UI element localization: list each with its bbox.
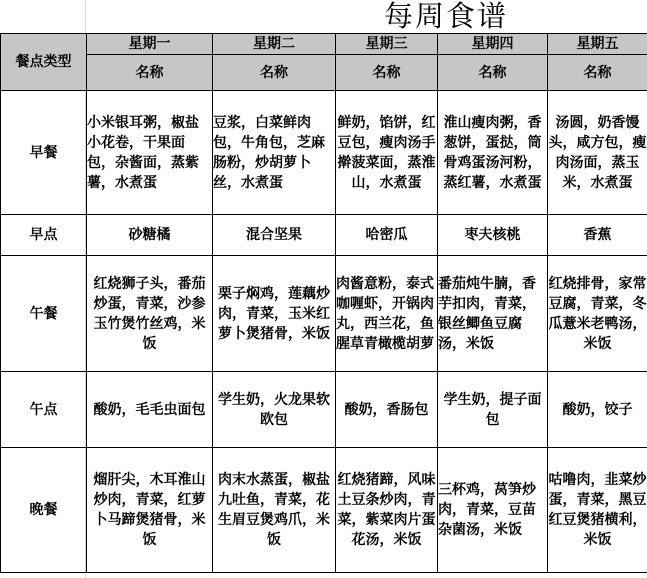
meal-row-dinner — [1, 448, 647, 573]
menu-cell: 淮山瘦肉粥，香葱饼，蛋挞，筒骨鸡蛋汤河粉，蒸红薯，水煮蛋 — [438, 91, 548, 215]
menu-cell: 豆浆，白菜鲜肉包，牛角包，芝麻肠粉，炒胡萝卜丝，水煮蛋 — [213, 91, 336, 215]
meal-type-label: 晚餐 — [1, 448, 87, 573]
day-header-tuesday: 星期二 — [213, 34, 336, 55]
meal-type-label: 早餐 — [1, 91, 87, 215]
name-header: 名称 — [336, 55, 438, 91]
menu-cell: 酸奶，毛毛虫面包 — [87, 372, 213, 448]
menu-cell: 枣夫核桃 — [438, 215, 548, 256]
menu-cell: 酸奶，饺子 — [548, 372, 647, 448]
page-title: 每周食谱 — [384, 0, 509, 33]
day-header-thursday: 星期四 — [438, 34, 548, 55]
day-header-friday: 星期五 — [548, 34, 647, 55]
menu-cell: 红烧狮子头，番茄炒蛋，青菜，沙参玉竹煲竹丝鸡，米饭 — [87, 256, 213, 372]
menu-cell: 汤圆，奶香馒头，咸方包，瘦肉汤面，蒸玉米，水煮蛋 — [548, 91, 647, 215]
menu-cell: 小米银耳粥，椒盐小花卷，干果面包，杂酱面，蒸紫薯，水煮蛋 — [87, 91, 213, 215]
name-header: 名称 — [548, 55, 647, 91]
day-header-wednesday: 星期三 — [336, 34, 438, 55]
meal-type-label: 早点 — [1, 215, 87, 256]
menu-cell: 红烧猪蹄，风味土豆条炒肉，青菜，紫菜肉片蛋花汤，米饭 — [336, 448, 438, 573]
meal-row-breakfast — [1, 91, 647, 215]
menu-cell: 学生奶，火龙果软欧包 — [213, 372, 336, 448]
menu-cell: 砂糖橘 — [87, 215, 213, 256]
menu-cell: 熘肝尖，木耳淮山炒肉，青菜，红萝卜马蹄煲猪骨，米饭 — [87, 448, 213, 573]
day-header-monday: 星期一 — [87, 34, 213, 55]
name-header: 名称 — [87, 55, 213, 91]
menu-cell: 酸奶，香肠包 — [336, 372, 438, 448]
header-row-days — [1, 34, 647, 55]
menu-cell: 香蕉 — [548, 215, 647, 256]
menu-cell: 栗子焖鸡，莲藕炒肉，青菜，玉米红萝卜煲猪骨，米饭 — [213, 256, 336, 372]
meal-type-label: 午餐 — [1, 256, 87, 372]
menu-cell: 三杯鸡，莴笋炒肉，青菜，豆苗杂菌汤，米饭 — [438, 448, 548, 573]
menu-cell: 红烧排骨，家常豆腐，青菜，冬瓜薏米老鸭汤，米饭 — [548, 256, 647, 372]
meal-row-lunch — [1, 256, 647, 372]
menu-cell: 咕噜肉，韭菜炒蛋，青菜，黑豆红豆煲猪横利，米饭 — [548, 448, 647, 573]
menu-cell: 番茄炖牛腩，香芋扣肉，青菜，银丝鲫鱼豆腐汤，米饭 — [438, 256, 548, 372]
meal-type-label: 午点 — [1, 372, 87, 448]
name-header: 名称 — [438, 55, 548, 91]
meal-row-morning-snack — [1, 215, 647, 256]
meal-category-header: 餐点类型 — [1, 34, 87, 91]
menu-cell: 肉酱意粉，泰式咖喱虾，开锅肉丸，西兰花，鱼腥草青橄榄胡萝 — [336, 256, 438, 372]
meal-row-afternoon-snack — [1, 372, 647, 448]
menu-cell: 学生奶，提子面包 — [438, 372, 548, 448]
menu-cell: 哈密瓜 — [336, 215, 438, 256]
menu-cell: 肉末水蒸蛋，椒盐九吐鱼，青菜，花生眉豆煲鸡爪，米饭 — [213, 448, 336, 573]
header-row-names — [1, 55, 647, 91]
menu-cell: 混合坚果 — [213, 215, 336, 256]
menu-cell: 鲜奶，馅饼，红豆包，瘦肉汤手擀菠菜面，蒸淮山，水煮蛋 — [336, 91, 438, 215]
name-header: 名称 — [213, 55, 336, 91]
weekly-menu-table — [0, 33, 647, 573]
